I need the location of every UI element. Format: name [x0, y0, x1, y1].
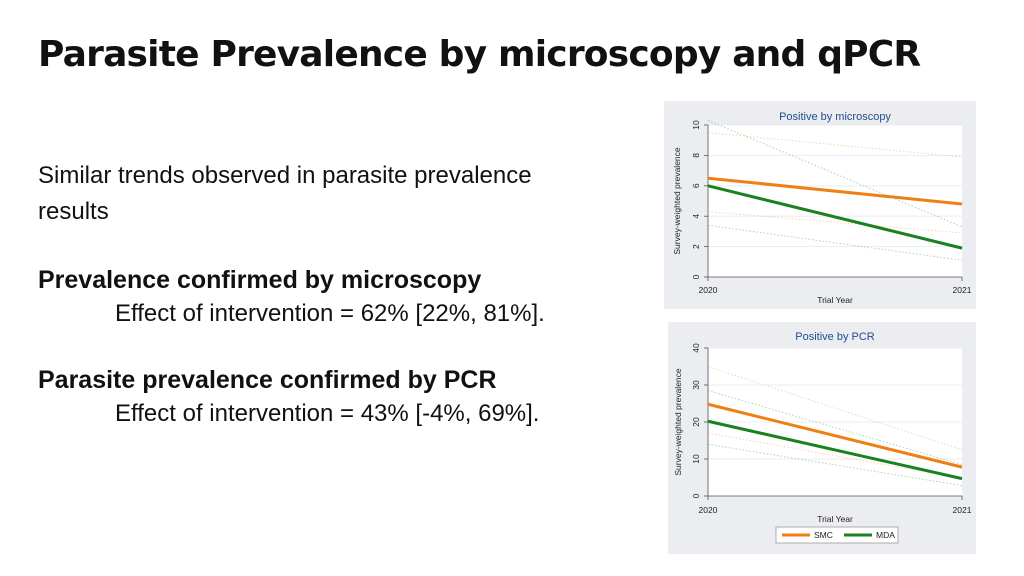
x-axis-title: Trial Year	[817, 514, 853, 524]
x-tick-label: 2021	[952, 285, 972, 295]
pcr-effect: Effect of intervention = 43% [-4%, 69%].	[115, 400, 540, 427]
y-tick-label: 20	[691, 417, 701, 427]
y-tick-label: 4	[691, 213, 701, 219]
intro-line-1: Similar trends observed in parasite prevalence	[38, 162, 532, 189]
microscopy-chart-panel	[664, 101, 976, 309]
pcr-heading: Parasite prevalence confirmed by PCR	[38, 366, 497, 394]
intro-line-2: results	[38, 198, 109, 225]
y-tick-label: 8	[691, 153, 701, 158]
y-axis-title: Survey-weighted prevalence	[672, 147, 682, 255]
chart-title: Positive by microscopy	[779, 111, 891, 123]
legend-label-smc: SMC	[814, 530, 833, 540]
y-tick-label: 2	[691, 244, 701, 249]
y-tick-label: 40	[691, 343, 701, 353]
microscopy-effect: Effect of intervention = 62% [22%, 81%].	[115, 300, 545, 327]
x-tick-label: 2020	[698, 285, 718, 295]
y-tick-label: 0	[691, 274, 701, 280]
y-tick-label: 30	[691, 380, 701, 390]
y-tick-label: 10	[691, 120, 701, 130]
legend-label-mda: MDA	[876, 530, 895, 540]
y-tick-label: 6	[691, 183, 701, 189]
microscopy-heading: Prevalence confirmed by microscopy	[38, 266, 482, 294]
slide-body	[38, 158, 638, 432]
y-axis-title: Survey-weighted prevalence	[673, 368, 683, 476]
x-tick-label: 2020	[698, 505, 718, 515]
x-tick-label: 2021	[952, 505, 972, 515]
y-tick-label: 0	[691, 493, 701, 499]
x-axis-title: Trial Year	[817, 295, 853, 305]
y-tick-label: 10	[691, 454, 701, 464]
chart-title: Positive by PCR	[795, 331, 875, 343]
microscopy-chart	[664, 101, 976, 309]
pcr-chart	[668, 322, 976, 554]
slide-title: Parasite Prevalence by microscopy and qPCR	[38, 34, 921, 75]
pcr-chart-panel	[668, 322, 976, 554]
